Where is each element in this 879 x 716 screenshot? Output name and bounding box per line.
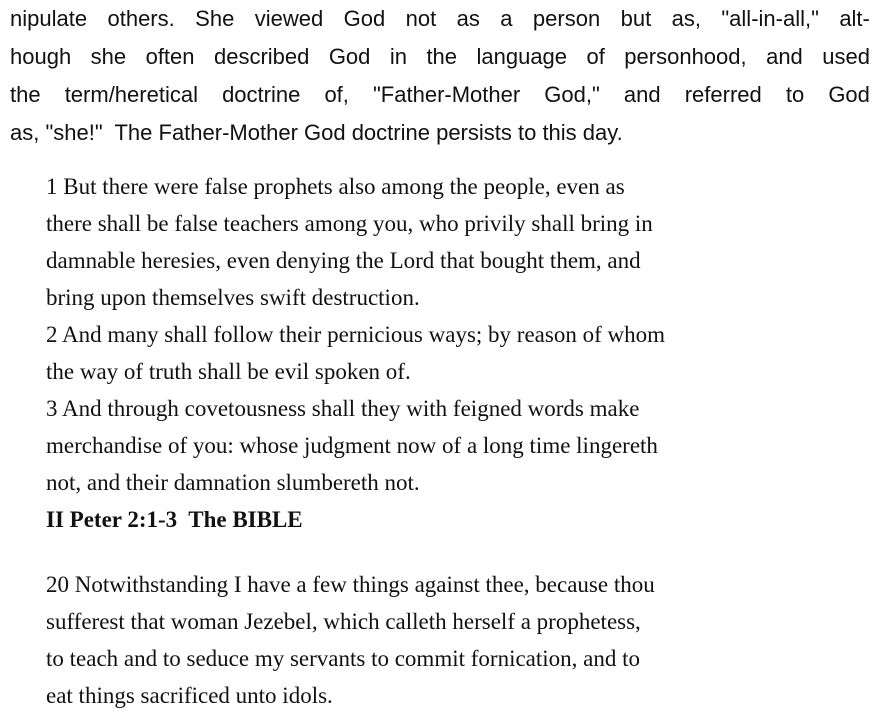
intro-line: nipulate others. She viewed God not as a person but as, "all-in-all," alt- (10, 6, 870, 31)
scripture-quote-jezebel (46, 566, 826, 714)
verse-line: sufferest that woman Jezebel, which calleth herself a prophetess, (46, 609, 641, 634)
verse-line: the way of truth shall be evil spoken of. (46, 359, 411, 384)
verse-line: 2 And many shall follow their pernicious ways; by reason of whom (46, 322, 665, 347)
verse-line: eat things sacrificed unto idols. (46, 683, 333, 708)
verse-line: not, and their damnation slumbereth not. (46, 470, 420, 495)
intro-line: hough she often described God in the language of personhood, and used (10, 44, 870, 69)
verse-line: 20 Notwithstanding I have a few things against thee, because thou (46, 572, 655, 597)
verse-line: bring upon themselves swift destruction. (46, 285, 420, 310)
verse-line: there shall be false teachers among you, who privily shall bring in (46, 211, 653, 236)
scripture-citation: II Peter 2:1-3 The BIBLE (46, 507, 303, 532)
intro-paragraph (10, 0, 870, 152)
verse-line: damnable heresies, even denying the Lord that bought them, and (46, 248, 641, 273)
intro-line: the term/heretical doctrine of, "Father-Mother God," and referred to God (10, 82, 870, 107)
scripture-quote-2-peter (46, 168, 826, 538)
verse-line: to teach and to seduce my servants to commit fornication, and to (46, 646, 641, 671)
verse-line: 1 But there were false prophets also among the people, even as (46, 174, 625, 199)
verse-line: merchandise of you: whose judgment now of a long time lingereth (46, 433, 658, 458)
verse-line: 3 And through covetousness shall they with feigned words make (46, 396, 640, 421)
intro-line: as, "she!" The Father-Mother God doctrine persists to this day. (10, 120, 623, 145)
